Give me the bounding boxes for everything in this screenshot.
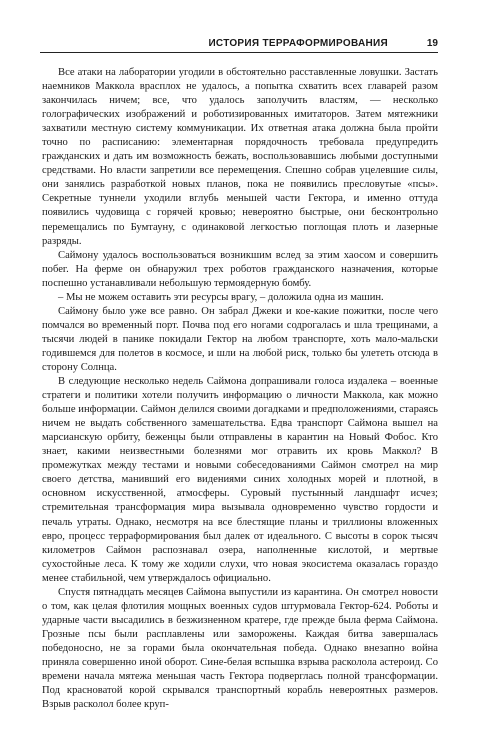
page-header [40, 32, 438, 53]
paragraph: В следующие несколько недель Саймона допрашивали голоса издалека – военные стратеги и политики хотели получить информацию о личности Маккола, как можно больше информации. Саймон делился своими догадками и предположениями, стараясь ничем не выдать собственного замешательства. Едва транспорт Саймона вышел на марсианскую орбиту, беженцы были отправлены в карантин на Новый Фобос. Кто знает, какими неизвестными болезнями мог отравить их кровь Маккол? В промежутках между тестами и новыми собеседованиями Саймон смотрел на мир своего детства, манивший его видениями синих холодных морей и плотной, в основном искусственной, атмосферы. Суровый пустынный ландшафт исчез; стремительная трансформация мира вызывала одновременно чувство гордости и печаль утраты. Однако, несмотря на все блестящие планы и триллионы вложенных евро, процесс терраформирования был далек от идеального. С высоты в сорок тысяч километров Саймон распознавал озера, наполненные кислотой, и мертвые сухостойные леса. К тому же ходили слухи, что новая экосистема оказалась гораздо менее стабильной, чем утверждалось официально. [42, 376, 438, 584]
paragraph: Все атаки на лаборатории угодили в обстоятельно расставленные ловушки. Застать наемников Маккола врасплох не удалось, а попытка схватить всех главарей разом закончилась ничем; все, что удалось заполучить властям, — несколько голографических изображений и роботизированных имитаторов. Затем мятежники захватили местную систему коммуникации. Их ответная атака должна была пройти точно по расписанию: элементарная порядочность требовала предупредить гражданских и дать им возможность бежать, воспользовавшись любыми доступными средствами. Но власти запретили все перемещения. Спешно собрав уцелевшие силы, они занялись разработкой новых планов, пока не появились пресловутые «псы». Секретные туннели уходили вглубь меньшей части Гектора, и именно оттуда появились чудовища с горячей кровью; невероятно быстрые, они бесконтрольно перемещались по Бумтауну, с одинаковой легкостью поглощая плоть и лазерные разряды. [42, 67, 438, 247]
paragraph: Саймону удалось воспользоваться возникшим вслед за этим хаосом и совершить побег. На ферме он обнаружил трех роботов гражданского назначения, которые поспешно устанавливали небольшую термоядерную бомбу. [42, 249, 438, 289]
running-title: ИСТОРИЯ ТЕРРАФОРМИРОВАНИЯ [208, 38, 388, 49]
paragraph: Спустя пятнадцать месяцев Саймона выпустили из карантина. Он смотрел новости о том, как целая флотилия мощных военных судов штурмовала Гектор-624. Роботы и ударные части высадились в безжизненном кратере, где прежде была ферма Саймона. Грозные псы были расплавлены или заморожены. Каждая битва завершалась победоносно, не за горами была окончательная победа. Однако внезапно война приняла совершенно иной оборот. Сине-белая вспышка взрыва расколола астероид. Со времени начала мятежа меньшая часть Гектора подверглась полной трансформации. Под красноватой корой скрывался транспортный корабль невероятных размеров. Взрыв расколол более круп- [42, 586, 438, 711]
page-number: 19 [426, 38, 438, 49]
paragraph: Саймону было уже все равно. Он забрал Джеки и кое-какие пожитки, после чего помчался во временный порт. Почва под его ногами содрогалась и шла трещинами, а тысячи людей в панике покидали Гектор на любом транспорте, хоть мало-мальски годившемся для полетов в космосе, и шли на любой риск, только бы улететь отсюда в сторону Солнца. [42, 305, 438, 373]
body-text [42, 66, 438, 712]
dialogue-line: – Мы не можем оставить эти ресурсы врагу, – доложила одна из машин. [58, 291, 384, 303]
